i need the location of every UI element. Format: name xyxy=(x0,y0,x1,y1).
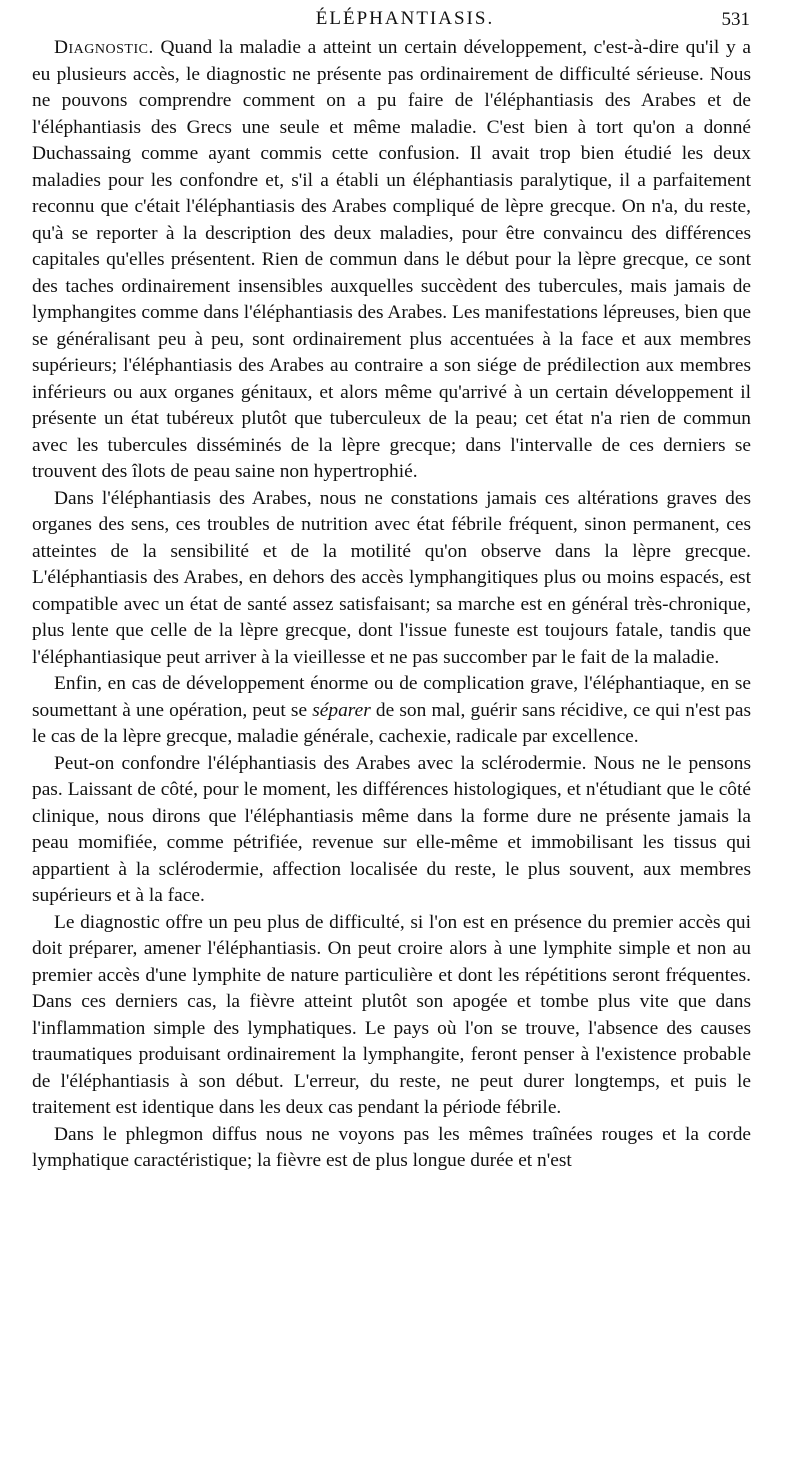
paragraph-phlegmon xyxy=(32,1122,751,1175)
emphasized-word: séparer xyxy=(312,699,371,721)
paragraph-premier-acces xyxy=(32,910,751,1122)
paragraph-sclerodermie xyxy=(32,751,751,910)
paragraph-text: Dans l'éléphantiasis des Arabes, nous ne constations jamais ces altérations graves des organes des sens, ces troubles de nutrition avec état fébrile fréquent, sinon permanent, ces atteintes de la sensibilité et de la motilité qu'on observe dans la lèpre grecque. L'éléphantiasis des Arabes, en dehors des accès lymphangitiques plus ou moins espacés, est compatible avec un état de santé assez satisfaisant; sa marche est en général très-chronique, plus lente que celle de la lèpre grecque, dont l'issue funeste est toujours fatale, tandis que l'éléphantiasique peut arriver à la vieillesse et ne pas succomber par le fait de la maladie. xyxy=(32,487,751,668)
paragraph-arabes xyxy=(32,486,751,672)
body-text xyxy=(32,35,751,1175)
running-head xyxy=(60,8,750,38)
paragraph-text: Peut-on confondre l'éléphantiasis des Arabes avec la sclérodermie. Nous ne le pensons pas. Laissant de côté, pour le moment, les différences histologiques, et n'étudiant que le côté clinique, nous dirons que l'éléphantiasis même dans la forme dure ne présente jamais la peau momifiée, comme pétrifiée, revenue sur elle-même et immobilisant les tissus qui appartient à la sclérodermie, affection localisée du reste, le plus souvent, aux membres supérieurs et à la face. xyxy=(32,752,751,906)
paragraph-text: Le diagnostic offre un peu plus de difficulté, si l'on est en présence du premier accès qui doit préparer, amener l'éléphantiasis. On peut croire alors à une lymphite simple et non au premier accès d'une lymphite de nature particulière et dont les répétitions seront fréquentes. Dans ces derniers cas, la fièvre atteint plutôt son apogée et tombe plus vite que dans l'inflammation simple des lymphatiques. Le pays où l'on se trouve, l'absence des causes traumatiques produisant ordinairement la lymphangite, feront penser à l'existence probable de l'éléphantiasis à son début. L'erreur, du reste, ne peut durer longtemps, et puis le traitement est identique dans les deux cas pendant la période fébrile. xyxy=(32,911,751,1118)
page-number: 531 xyxy=(721,9,750,30)
paragraph-diagnostic xyxy=(32,35,751,486)
paragraph-text: Quand la maladie a atteint un certain développement, c'est-à-dire qu'il y a eu plusieurs accès, le diagnostic ne présente pas ordinairement de difficulté sérieuse. Nous ne pouvons comprendre comment on a pu faire de l'éléphantiasis des Arabes et de l'éléphantiasis des Grecs une seule et même maladie. C'est bien à tort qu'on a donné Duchassaing comme ayant commis cette confusion. Il avait trop bien étudié les deux maladies pour les confondre et, s'il a établi un éléphantiasis paralytique, il a parfaitement reconnu que c'était l'éléphantiasis des Arabes compliqué de lèpre grecque. On n'a, du reste, qu'à se reporter à la description des deux maladies, pour être convaincu des différences capitales qu'elles présentent. Rien de commun dans le début pour la lèpre grecque, ce sont des taches ordinairement insensibles auxquelles succèdent des tubercules, mais jamais de lymphangites comme dans l'éléphantiasis des Arabes. Les manifestations lépreuses, bien que se généralisant peu à peu, sont ordinairement plus accentuées à la face et aux membres supérieurs; l'éléphantiasis des Arabes au contraire a son siége de prédilection aux membres inférieurs ou aux organes génitaux, et alors même qu'arrivé à un certain développement il présente un état tubéreux plutôt que tuberculeux de la peau; cet état n'a rien de commun avec les tubercules disséminés de la lèpre grecque; dans l'intervalle de ces derniers se trouvent des îlots de peau saine non hypertrophié. xyxy=(32,37,751,482)
paragraph-text: de son mal, guérir sans récidive, ce qui n'est pas le cas de la lèpre grecque, maladie générale, cachexie, radicale par excellence. xyxy=(32,699,751,747)
paragraph-text: Enfin, en cas de développement énorme ou de complication grave, l'éléphantiaque, en se soumettant à une opération, peut se xyxy=(32,673,751,721)
section-lead: Diagnostic. xyxy=(54,37,154,58)
running-title: ÉLÉPHANTIASIS. xyxy=(315,8,495,29)
paragraph-enfin xyxy=(32,671,751,751)
paragraph-text: Dans le phlegmon diffus nous ne voyons pas les mêmes traînées rouges et la corde lymphatique caractéristique; la fièvre est de plus longue durée et n'est xyxy=(32,1123,751,1171)
